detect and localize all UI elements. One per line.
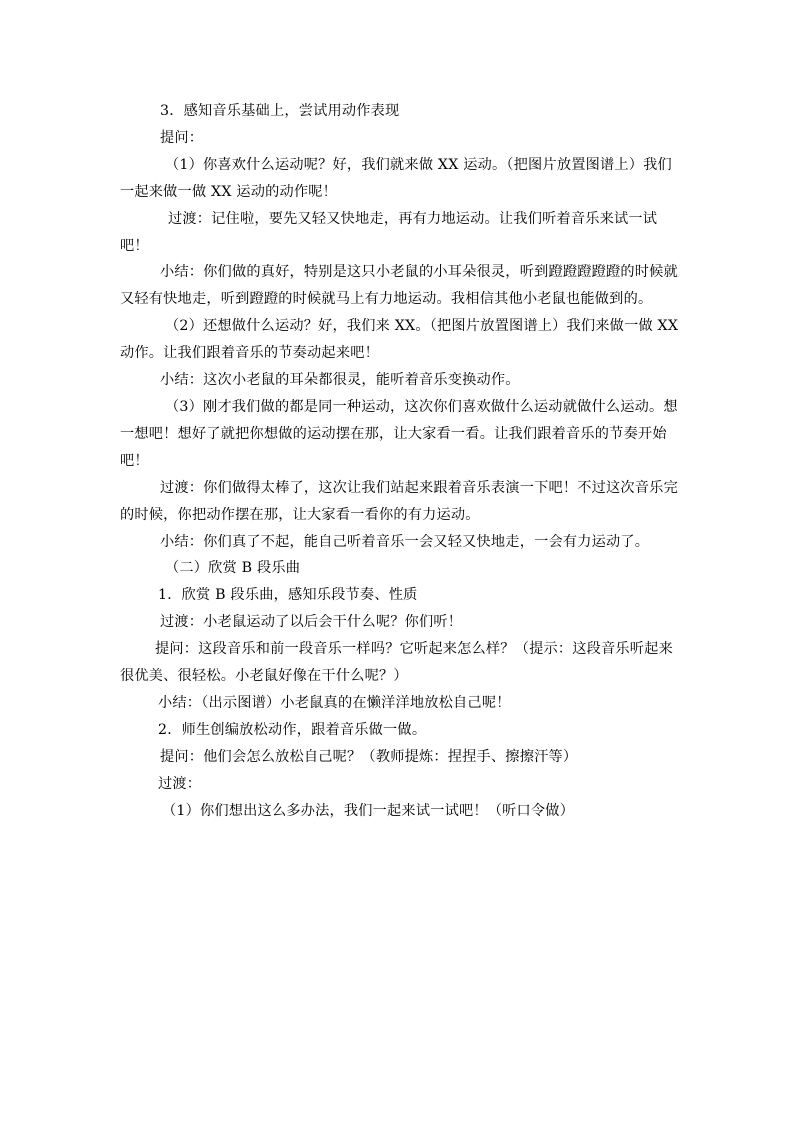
paragraph-activity-4: （1）你们想出这么多办法，我们一起来试一试吧！（听口令做） [162, 802, 575, 819]
question-label: 提问： [160, 129, 204, 146]
paragraph-transition-1: 过渡：记住啦，要先又轻又快地走，再有力地运动。让我们听着音乐来试一试吧！ [120, 210, 658, 254]
paragraph-transition-2: 过渡：你们做得太棒了，这次让我们站起来跟着音乐表演一下吧！不过这次音乐完的时候，你把动作摆在那，让大家看一看你的有力运动。 [120, 479, 678, 523]
section-heading-step-3: 3．感知音乐基础上，尝试用动作表现 [160, 103, 400, 119]
paragraph-transition-3: 过渡：小老鼠运动了以后会干什么呢？你们听！ [160, 614, 463, 631]
paragraph-summary-2: 小结：这次小老鼠的耳朵都很灵，能听着音乐变换动作。 [160, 372, 520, 389]
document-body [120, 98, 680, 824]
paragraph-summary-3: 小结：你们真了不起，能自己听着音乐一会又轻又快地走，一会有力运动了。 [160, 533, 650, 550]
paragraph-activity-3: （3）刚才我们做的都是同一种运动，这次你们喜欢做什么运动就做什么运动。想一想吧！想好了就把你想做的运动摆在那，让大家看一看。让我们跟着音乐的节奏开始吧！ [120, 398, 678, 469]
paragraph-activity-2: （2）还想做什么运动？好，我们来 XX。（把图片放置图谱上）我们来做一做 XX 动作。让我们跟着音乐的节奏动起来吧！ [120, 318, 679, 362]
subheading-step-1: 1．欣赏 B 段乐曲，感知乐段节奏、性质 [158, 587, 418, 604]
paragraph-question-2: 提问：这段音乐和前一段音乐一样吗？它听起来怎么样？（提示：这段音乐听起来很优美、很轻松。小老鼠好像在干什么呢？） [120, 641, 673, 685]
section-heading-part-2: （二）欣赏 B 段乐曲 [165, 560, 301, 577]
paragraph-question-3: 提问：他们会怎么放松自己呢？（教师提炼：捏捏手、擦擦汗等） [160, 748, 578, 765]
paragraph-activity-1: （1）你喜欢什么运动呢？好，我们就来做 XX 运动。（把图片放置图谱上）我们一起来做一做 XX 运动的动作呢！ [120, 156, 672, 200]
subheading-step-2: 2．师生创编放松动作，跟着音乐做一做。 [158, 721, 427, 738]
paragraph-summary-1: 小结：你们做的真好，特别是这只小老鼠的小耳朵很灵，听到蹬蹬蹬蹬蹬的时候就又轻有快地走，听到蹬蹬的时候就马上有力地运动。我相信其他小老鼠也能做到的。 [120, 264, 678, 308]
paragraph-summary-4: 小结：（出示图谱）小老鼠真的在懒洋洋地放松自己呢！ [158, 694, 511, 711]
transition-label: 过渡： [158, 775, 202, 792]
